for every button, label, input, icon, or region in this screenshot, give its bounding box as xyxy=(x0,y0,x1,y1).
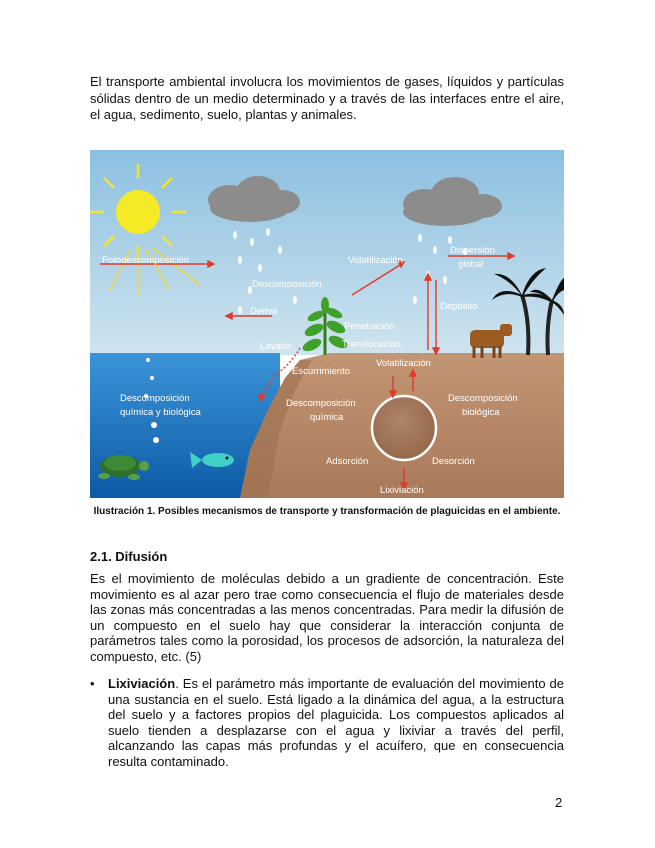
label-penetracion: Penetración xyxy=(344,321,395,332)
label-deriva: Deriva xyxy=(250,306,278,317)
label-desc-quimica-2: química xyxy=(310,412,344,423)
label-deposito: Depósito xyxy=(440,301,478,312)
page-number: 2 xyxy=(555,795,563,810)
label-translocacion: Translocación xyxy=(342,339,401,350)
label-volatilizacion-air: Volatilización xyxy=(348,255,403,266)
label-lavado: Lavado xyxy=(260,341,292,352)
bullet-marker: • xyxy=(90,676,95,691)
bullet-body: . Es el parámetro más importante de evaluación del movimiento de una sustancia en el suelo. Está ligado a la dinámica del agua, a la estructura del suelo y a factores propios del plaguicida. Los compuestos aplicados al suelo tienden a desplazarse con el agua y lixiviar a través del perfil, alcanzando las capas más profundas y el acuífero, que en consecuencia resulta contaminado. xyxy=(108,676,564,769)
label-desc-quimica: Descomposición xyxy=(286,398,356,409)
section-heading: 2.1. Difusión xyxy=(90,549,168,564)
bullet-item xyxy=(108,676,564,770)
figure-caption: Ilustración 1. Posibles mecanismos de transporte y transformación de plaguicidas en el ambiente. xyxy=(93,506,561,517)
label-desc-quimica-biologica: Descomposición xyxy=(120,393,190,404)
label-dispersion: Dispersión xyxy=(450,245,495,256)
body-paragraph: Es el movimiento de moléculas debido a un gradiente de concentración. Este movimiento es al azar pero trae como consecuencia el flujo de materiales desde las zonas más concentradas a las menos concentradas. Para medir la difusión de un compuesto en el suelo hay que considerar la interacción conjunta de parámetros tales como la porosidad, los procesos de adsorción, la naturaleza del compuesto, etc. (5) xyxy=(90,571,564,664)
soil-sample-circle xyxy=(372,396,436,460)
label-desc-biologica-2: biológica xyxy=(462,407,500,418)
label-descomposicion-air: Descomposición xyxy=(252,279,322,290)
label-fotodescomposicion: Fotodescomposición xyxy=(102,255,190,266)
label-desc-quimica-biologica-2: química y biológica xyxy=(120,407,201,418)
label-adsorcion: Adsorción xyxy=(326,456,369,467)
label-desc-biologica: Descomposición xyxy=(448,393,518,404)
label-lixiviacion: Lixiviación xyxy=(380,485,424,496)
pesticide-transport-figure xyxy=(90,150,564,498)
label-global: global xyxy=(458,259,484,270)
label-desorcion: Desorción xyxy=(432,456,475,467)
label-volatilizacion-soil: Volatilización xyxy=(376,358,431,369)
intro-paragraph: El transporte ambiental involucra los movimientos de gases, líquidos y partículas sólidas dentro de un medio determinado y a través de las interfaces entre el aire, el agua, sedimento, suelo, plantas y animales. xyxy=(90,74,564,122)
bullet-term: Lixiviación xyxy=(108,676,176,691)
label-escurrimiento: Escurrimiento xyxy=(292,366,351,377)
